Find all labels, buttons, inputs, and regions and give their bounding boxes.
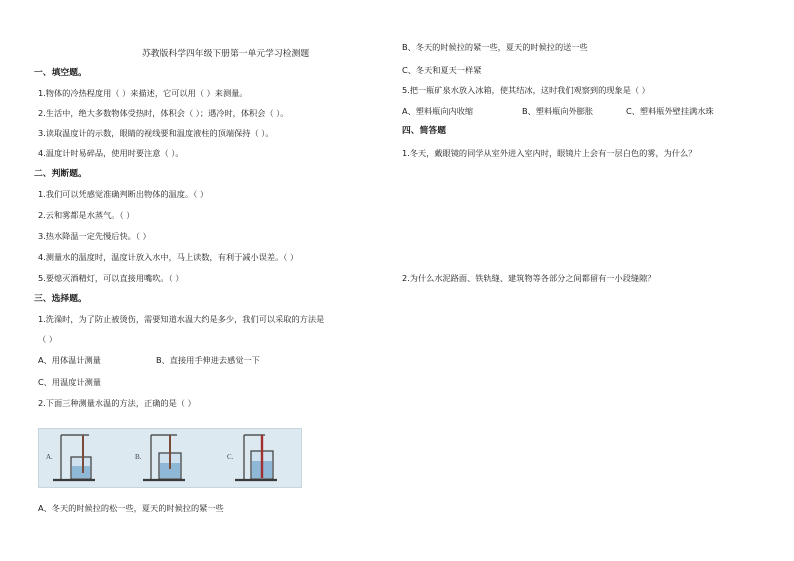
option-3-1-a: A、用体温计测量 [38, 355, 101, 365]
question-4-2: 2.为什么水泥路面、铁轨缝、建筑物等各部分之间都留有一小段缝隙？ [402, 273, 656, 283]
setup-c [235, 435, 277, 480]
option-3-1-c: C、用温度计测量 [38, 377, 102, 387]
thermometer-figure [38, 428, 302, 488]
page-title: 苏教版科学四年级下册第一单元学习检测题 [142, 49, 310, 59]
option-3-5-c: C、塑料瓶外壁挂满水珠 [626, 106, 714, 116]
question-2-4: 4.测量水的温度时，温度计放入水中，马上读数，有利于减小误差。（ ） [38, 252, 299, 262]
question-3-5: 5.把一瓶矿泉水放入冰箱，使其结冰，这时我们观察到的现象是（ ） [402, 85, 650, 95]
section-short-answer: 四、简答题 [402, 126, 446, 136]
option-3-1-b: B、直接用手伸进去感觉一下 [156, 355, 260, 365]
section-multiple-choice: 三、选择题。 [34, 294, 87, 304]
option-3-5-a: A、塑料瓶向内收缩 [402, 106, 474, 116]
question-2-5: 5.要熄灭酒精灯，可以直接用嘴吹。（ ） [38, 273, 184, 283]
option-3-5-b: B、塑料瓶向外膨胀 [522, 106, 594, 116]
question-2-3: 3.热水降温一定先慢后快。（ ） [38, 231, 151, 241]
question-1-1: 1.物体的冷热程度用（ ）来描述，它可以用（ ）来测量。 [38, 88, 248, 98]
question-2-1: 1.我们可以凭感觉准确判断出物体的温度。（ ） [38, 189, 209, 199]
question-3-1-paren: （ ） [38, 334, 57, 344]
thermometer-diagram [39, 429, 301, 487]
section-fill-blank: 一、填空题。 [34, 68, 87, 78]
option-3-3-b: B、冬天的时候拉的紧一些，夏天的时候拉的送一些 [402, 42, 588, 52]
question-1-3: 3.读取温度计的示数，眼睛的视线要和温度液柱的顶端保持（ ）。 [38, 128, 274, 138]
section-true-false: 二、判断题。 [34, 169, 87, 179]
option-3-3-c: C、冬天和夏天一样紧 [402, 65, 482, 75]
setup-a [53, 435, 95, 480]
option-3-3-a: A、冬天的时候拉的松一些，夏天的时候拉的紧一些 [38, 503, 224, 513]
question-2-2: 2.云和雾都是水蒸气。（ ） [38, 210, 135, 220]
figure-label-a: A. [46, 453, 53, 461]
question-4-1: 1.冬天，戴眼镜的同学从室外进入室内时，眼镜片上会有一层白色的雾，为什么？ [402, 148, 697, 158]
figure-label-c: C. [227, 453, 234, 461]
question-3-1: 1.洗澡时，为了防止被烫伤，需要知道水温大约是多少，我们可以采取的方法是 [38, 314, 325, 324]
setup-b [143, 435, 185, 480]
figure-label-b: B. [135, 453, 142, 461]
question-1-4: 4.温度计时易碎品，使用时要注意（ ）。 [38, 148, 184, 158]
question-1-2: 2.生活中，绝大多数物体受热时，体积会（ ）；遇冷时，体积会（ ）。 [38, 108, 289, 118]
question-3-2: 2.下面三种测量水温的方法，正确的是（ ） [38, 398, 196, 408]
